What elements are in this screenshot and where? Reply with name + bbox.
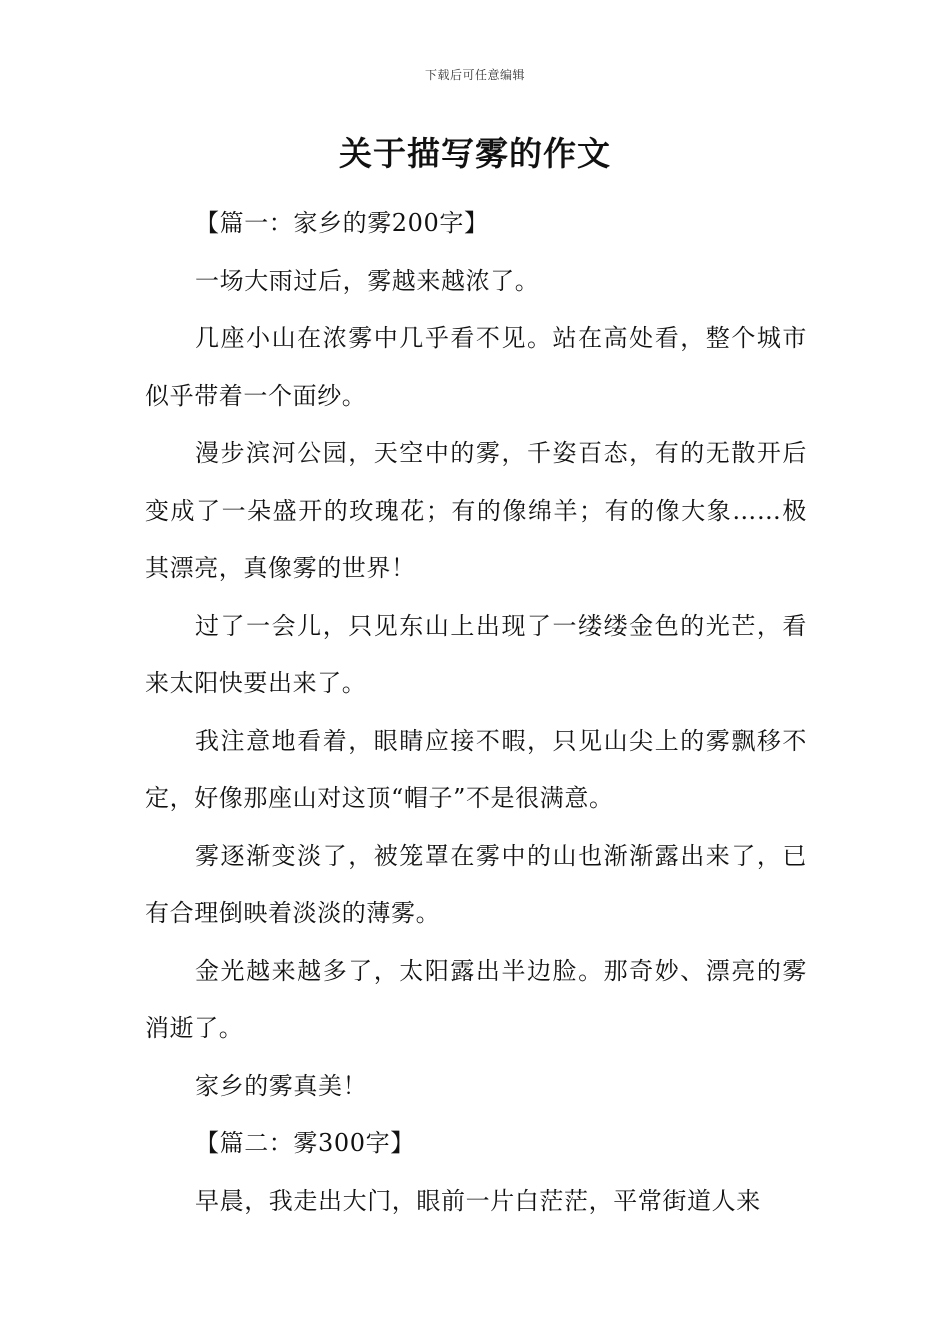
header-note: 下载后可任意编辑 [424,68,525,82]
paragraph: 家乡的雾真美！ [195,1071,368,1100]
paragraph: 过了一会儿，只见东山上出现了一缕缕金色的光芒，看来太阳快要出来了。 [145,611,807,697]
paragraph: 几座小山在浓雾中几乎看不见。站在高处看，整个城市似乎带着一个面纱。 [145,324,807,410]
section-heading-2: 【篇二：雾300字】 [195,1129,415,1157]
section-heading-1: 【篇一：家乡的雾200字】 [195,209,489,237]
paragraph: 金光越来越多了，太阳露出半边脸。那奇妙、漂亮的雾消逝了。 [145,956,807,1042]
document-title: 关于描写雾的作文 [339,134,611,173]
document-body [145,195,807,1230]
paragraph: 早晨，我走出大门，眼前一片白茫茫，平常街道人来 [195,1186,761,1215]
paragraph: 漫步滨河公园，天空中的雾，千姿百态，有的无散开后变成了一朵盛开的玫瑰花；有的像绵羊；有的像大象……极其漂亮，真像雾的世界！ [145,439,807,582]
paragraph: 一场大雨过后，雾越来越浓了。 [195,266,540,295]
paragraph: 雾逐渐变淡了，被笼罩在雾中的山也渐渐露出来了，已有合理倒映着淡淡的薄雾。 [145,841,807,927]
paragraph: 我注意地看着，眼睛应接不暇，只见山尖上的雾飘移不定，好像那座山对这顶“帽子”不是很满意。 [145,726,807,812]
